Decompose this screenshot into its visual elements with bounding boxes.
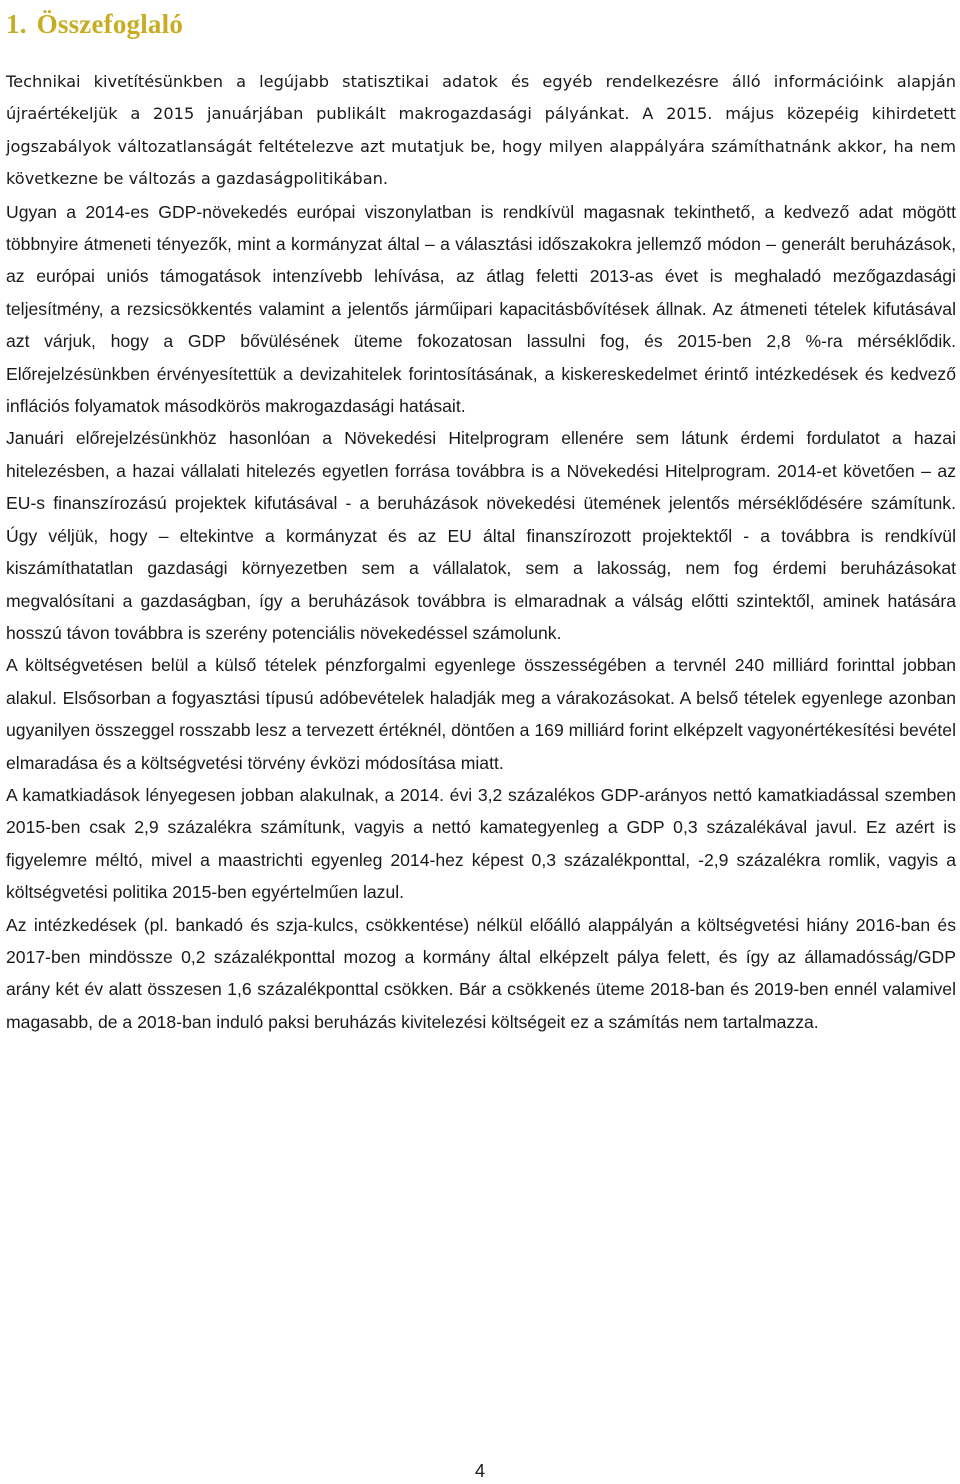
body-text	[6, 66, 956, 1038]
page-number: 4	[474, 1461, 485, 1481]
paragraph-gdp-growth: Ugyan a 2014-es GDP-növekedés európai viszonylatban is rendkívül magasnak tekinthető, a kedvező adat mögött többnyire átmeneti tényezők, mint a kormányzat által – a választási időszakokra jellemző módon – generált beruházások, az európai uniós támogatások intenzívebb lehívása, az átlag feletti 2013-as évet is meghaladó mezőgazdasági teljesítmény, a rezsicsökkentés valamint a jelentős járműipari kapacitásbővítések állnak. Az átmeneti tételek kifutásával azt várjuk, hogy a GDP bővülésének üteme fokozatosan lassulni fog, és 2015-ben 2,8 %-ra mérséklődik. Előrejelzésünkben érvényesítettük a devizahitelek forintosításának, a kiskereskedelmet érintő intézkedések és kedvező inflációs folyamatok másodkörös makrogazdasági hatásait.	[6, 201, 956, 417]
paragraph-interest: A kamatkiadások lényegesen jobban alakulnak, a 2014. évi 3,2 százalékos GDP-arányos nettó kamatkiadással szemben 2015-ben csak 2,9 százalékra számítunk, vagyis a nettó kamategyenleg a GDP 0,3 százalékával javul. Ez azért is figyelemre méltó, mivel a maastrichti egyenleg 2014-hez képest 0,3 százalékponttal, -2,9 százalékra romlik, vagyis a költségvetési politika 2015-ben egyértelműen lazul.	[6, 784, 956, 903]
paragraph-investment: Januári előrejelzésünkhöz hasonlóan a Növekedési Hitelprogram ellenére sem látunk érdemi fordulatot a hazai hitelezésben, a hazai vállalati hitelezés egyetlen forrása továbbra is a Növekedési Hitelprogram. 2014-et követően – az EU-s finanszírozású projektek kifutásával - a beruházások növekedési ütemének jelentős mérséklődésére számítunk. Úgy véljük, hogy – eltekintve a kormányzat és az EU által finanszírozott projektektől - a továbbra is rendkívül kiszámíthatatlan gazdasági környezetben sem a vállalatok, sem a lakosság, nem fog érdemi beruházásokat megvalósítani a gazdaságban, így a beruházások továbbra is elmaradnak a válság előtti szintektől, aminek hatására hosszú távon továbbra is szerény potenciális növekedéssel számolunk.	[6, 428, 956, 643]
section-number: 1.	[6, 9, 27, 39]
paragraph-intro: Technikai kivetítésünkben a legújabb statisztikai adatok és egyéb rendelkezésre álló információink alapján újraértékeljük a 2015 januárjában publikált makrogazdasági pályánkat. A 2015. május közepéig kihirdetett jogszabályok változatlanságát feltételezve azt mutatjuk be, hogy milyen alappályára számíthatnánk akkor, ha nem következne be változás a gazdaságpolitikában.	[6, 72, 956, 189]
section-title: Összefoglaló	[36, 9, 184, 39]
paragraph-measures: Az intézkedések (pl. bankadó és szja-kulcs, csökkentése) nélkül előálló alappályán a költségvetési hiány 2016-ban és 2017-ben mindössze 0,2 százalékponttal mozog a kormány által elképzelt pálya felett, és így az államadósság/GDP arány két év alatt összesen 1,6 százalékponttal csökken. Bár a csökkenés üteme 2018-ban és 2019-ben ennél valamivel magasabb, de a 2018-ban induló paksi beruházás kivitelezési költségeit ez a számítás nem tartalmazza.	[6, 914, 956, 1032]
paragraph-budget: A költségvetésen belül a külső tételek pénzforgalmi egyenlege összességében a tervnél 240 milliárd forinttal jobban alakul. Elsősorban a fogyasztási típusú adóbevételek haladják meg a várakozásokat. A belső tételek egyenlege azonban ugyanilyen összeggel rosszabb lesz a tervezett értéknél, döntően a 169 milliárd forint elképzelt vagyonértékesítési bevétel elmaradása és a költségvetési törvény évközi módosítása miatt.	[6, 655, 956, 773]
section-heading	[6, 4, 183, 44]
